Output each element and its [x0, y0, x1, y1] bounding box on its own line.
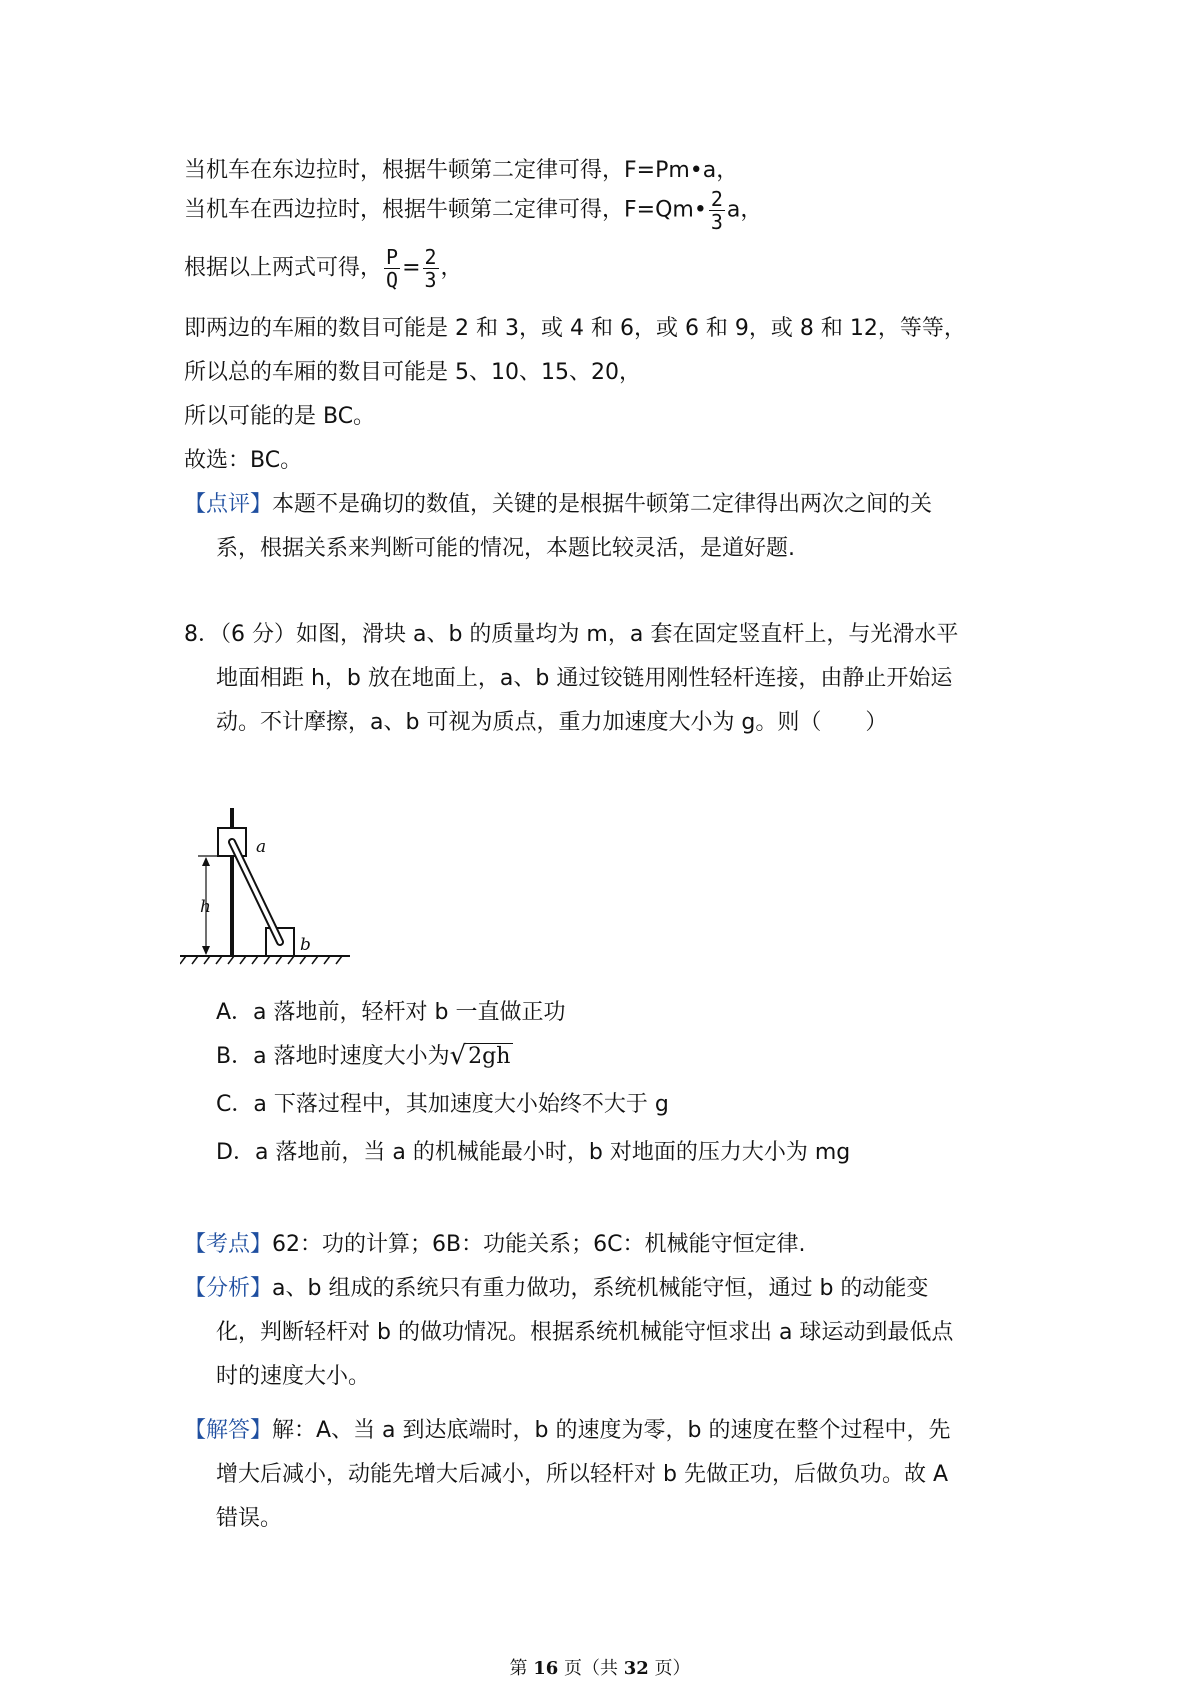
option-d: D．a 落地前，当 a 的机械能最小时，b 对地面的压力大小为 mg — [216, 1140, 851, 1165]
fraction-denominator: 3 — [710, 210, 723, 234]
jieda-line-1 — [184, 1416, 950, 1446]
label-h: h — [200, 897, 211, 917]
comment-line-1 — [184, 490, 932, 520]
jieda-text-1: 解：A、当 a 到达底端时，b 的速度为零，b 的速度在整个过程中，先 — [272, 1418, 951, 1443]
footer-pre: 第 — [509, 1658, 534, 1679]
footer-mid: 页（共 — [558, 1658, 624, 1679]
fraction-numerator: P — [386, 245, 399, 269]
option-a: A．a 落地前，轻杆对 b 一直做正功 — [216, 1000, 566, 1025]
rigid-rod-fill — [232, 842, 280, 942]
option-b-text: B．a 落地时速度大小为 — [216, 1044, 450, 1069]
solution-line-4: 即两边的车厢的数目可能是 2 和 3，或 4 和 6，或 6 和 9，或 8 和 12，等等， — [184, 316, 966, 341]
fraction-numerator: 2 — [710, 187, 723, 211]
fenxi-text-1: a、b 组成的系统只有重力做功，系统机械能守恒，通过 b 的动能变 — [272, 1276, 929, 1301]
fenxi-line-1 — [184, 1274, 928, 1304]
question-text-1: （6 分）如图，滑块 a、b 的质量均为 m，a 套在固定竖直杆上，与光滑水平 — [220, 622, 959, 647]
footer-page-number: 16 — [533, 1658, 559, 1679]
comment-tag: 【点评】 — [184, 492, 273, 517]
fraction-denominator: Q — [386, 268, 399, 292]
fraction-numerator: 2 — [424, 245, 437, 269]
question-number: 8． — [184, 622, 220, 647]
slider-rod-figure — [180, 800, 360, 980]
jieda-tag: 【解答】 — [184, 1418, 273, 1443]
solution-line-1: 当机车在东边拉时，根据牛顿第二定律可得，F=Pm•a， — [184, 158, 739, 183]
square-root — [450, 1042, 514, 1072]
fraction-denominator: 3 — [424, 268, 437, 292]
solution-line-5: 所以总的车厢的数目可能是 5、10、15、20， — [184, 360, 641, 385]
solution-line-3-text: 根据以上两式可得， — [184, 255, 383, 281]
kaodian-tag: 【考点】 — [184, 1232, 273, 1257]
height-arrow-up — [202, 857, 210, 866]
radical-sign-icon: √ — [449, 1041, 467, 1071]
radicand: 2gh — [466, 1043, 513, 1070]
solution-line-7: 故选：BC。 — [184, 448, 303, 473]
height-arrow-down — [202, 946, 210, 955]
solution-line-2-tail: a， — [726, 197, 763, 223]
comment-line-2: 系，根据关系来判断可能的情况，本题比较灵活，是道好题. — [216, 536, 795, 561]
option-c: C．a 下落过程中，其加速度大小始终不大于 g — [216, 1092, 669, 1117]
kaodian-text: 62：功的计算；6B：功能关系；6C：机械能守恒定律. — [272, 1232, 806, 1257]
footer-total-pages: 32 — [623, 1658, 649, 1679]
fraction-p-over-q — [384, 246, 400, 291]
fenxi-tag: 【分析】 — [184, 1276, 273, 1301]
footer-post: 页） — [648, 1658, 691, 1679]
solution-line-2-text: 当机车在西边拉时，根据牛顿第二定律可得，F=Qm• — [184, 197, 707, 223]
kaodian-line — [184, 1230, 805, 1260]
question-line-1 — [184, 620, 958, 650]
equals-sign: = — [402, 255, 421, 281]
ground-hatch — [180, 956, 342, 964]
question-line-3: 动。不计摩擦，a、b 可视为质点，重力加速度大小为 g。则（ ） — [216, 710, 888, 735]
option-b — [216, 1042, 513, 1072]
fenxi-line-2: 化，判断轻杆对 b 的做功情况。根据系统机械能守恒求出 a 球运动到最低点 — [216, 1320, 954, 1345]
label-a: a — [256, 837, 267, 857]
solution-line-6: 所以可能的是 BC。 — [184, 404, 376, 429]
solution-line-3-tail: ， — [440, 255, 463, 281]
solution-line-3 — [184, 246, 463, 291]
label-b: b — [300, 935, 311, 955]
jieda-line-2: 增大后减小，动能先增大后减小，所以轻杆对 b 先做正功，后做负功。故 A — [216, 1462, 948, 1487]
question-line-2: 地面相距 h，b 放在地面上，a、b 通过铰链用刚性轻杆连接，由静止开始运 — [216, 666, 953, 691]
fenxi-line-3: 时的速度大小。 — [216, 1364, 371, 1389]
jieda-line-3: 错误。 — [216, 1506, 283, 1531]
page-footer — [0, 1654, 1200, 1680]
comment-text-1: 本题不是确切的数值，关键的是根据牛顿第二定律得出两次之间的关 — [272, 492, 933, 517]
fraction-two-thirds — [423, 246, 439, 291]
fraction-two-thirds — [709, 188, 725, 233]
solution-line-2 — [184, 188, 762, 233]
